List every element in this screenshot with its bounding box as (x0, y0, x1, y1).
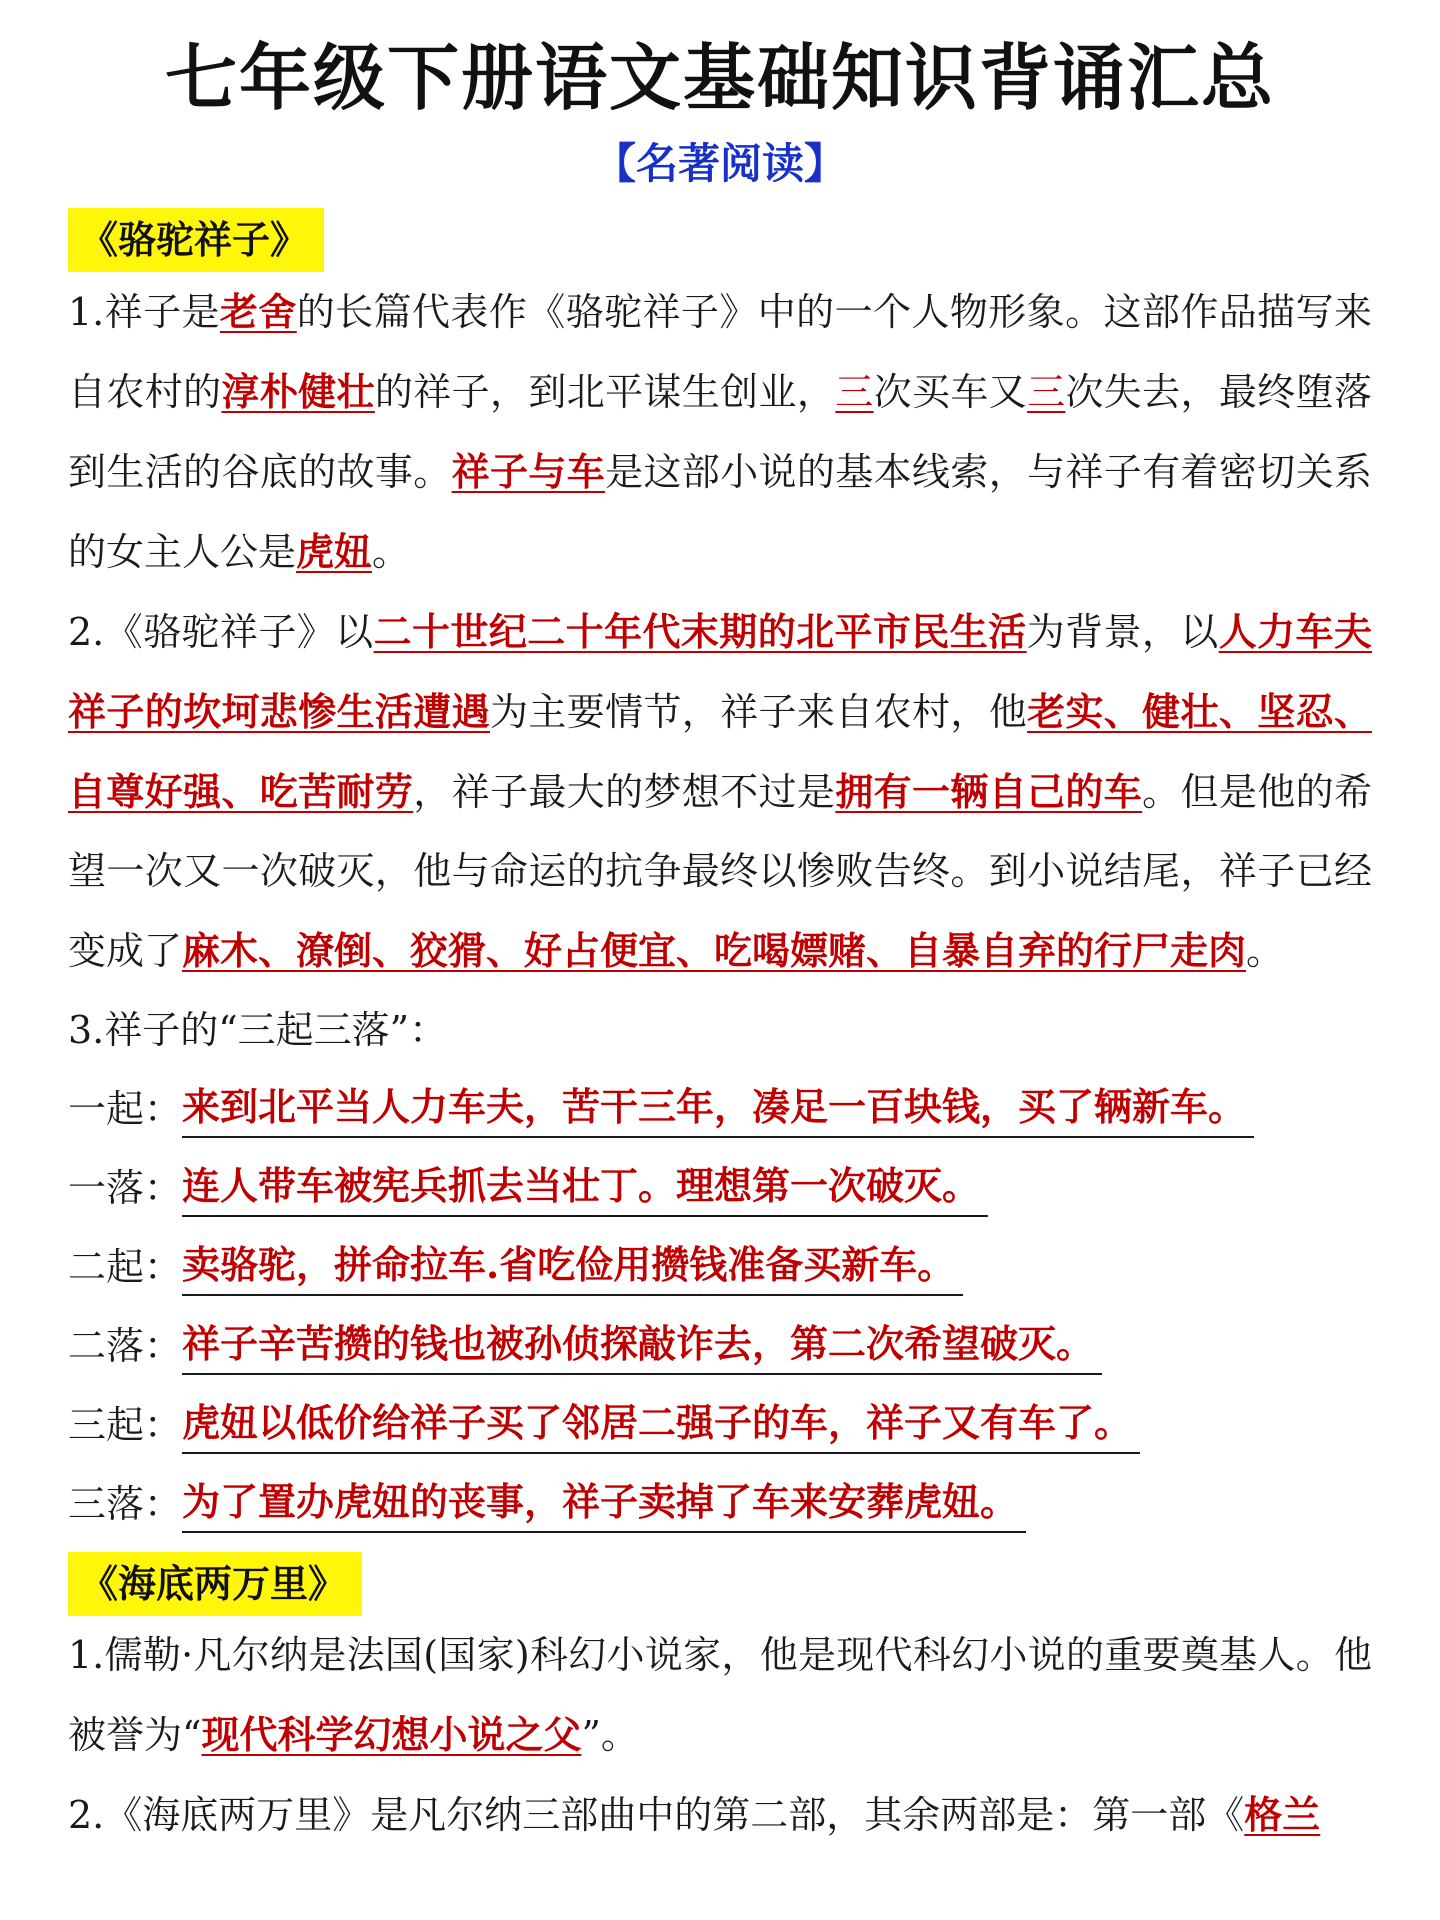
text: 2.《骆驼祥子》以 (68, 610, 374, 654)
section-subtitle: 【名著阅读】 (593, 139, 846, 188)
key-term: 现代科学幻想小说之父 (201, 1712, 582, 1757)
text: 1.祥子是 (68, 290, 220, 334)
key-term: 祥子与车 (451, 449, 606, 494)
text: ，祥子最大的梦想不过是 (413, 770, 836, 814)
paragraph-1 (68, 272, 1372, 592)
text: 。 (1246, 929, 1285, 973)
paragraph-2 (68, 592, 1372, 991)
text: 2.《海底两万里》是凡尔纳三部曲中的第二部，其余两部是：第一部《 (68, 1793, 1245, 1837)
stage-item (68, 1386, 1372, 1465)
key-term: 三 (1027, 370, 1066, 414)
key-term: 三 (835, 370, 874, 414)
book-title-tag: 《海底两万里》 (68, 1552, 362, 1616)
stage-text: 祥子辛苦攒的钱也被孙侦探敲诈去，第二次希望破灭。 (182, 1313, 1102, 1375)
text: 。但是他的希望一次又一次破灭，他与命运的抗争最终以惨败告终。到小说结尾，祥子已经变成了 (68, 770, 1372, 973)
stage-list (68, 1070, 1372, 1544)
stage-item (68, 1149, 1372, 1228)
text: ”。 (581, 1713, 639, 1757)
key-term: 麻木、潦倒、狡猾、好占便宜、吃喝嫖赌、自暴自弃的行尸走肉 (182, 928, 1247, 973)
text: 次失去，最终堕落到生活的谷底的故事。 (68, 370, 1372, 494)
text: 的祥子，到北平谋生创业， (374, 370, 836, 414)
stage-item (68, 1228, 1372, 1307)
stage-text: 卖骆驼，拼命拉车.省吃俭用攒钱准备买新车。 (182, 1234, 963, 1296)
text: 1.儒勒·凡尔纳是法国(国家)科幻小说家，他是现代科幻小说的重要奠基人。他被誉为“ (68, 1633, 1372, 1757)
text: 次买车又 (873, 370, 1028, 414)
stage-label: 二落： (68, 1324, 183, 1368)
stage-text: 为了置办虎妞的丧事，祥子卖掉了车来安葬虎妞。 (182, 1471, 1026, 1533)
paragraph-4 (68, 1616, 1372, 1775)
paragraph-5 (68, 1775, 1372, 1853)
key-term: 二十世纪二十年代末期的北平市民生活 (373, 609, 1027, 654)
stage-text: 来到北平当人力车夫，苦干三年，凑足一百块钱，买了辆新车。 (182, 1076, 1254, 1138)
paragraph-5-clip (68, 1775, 1372, 1853)
stage-item (68, 1465, 1372, 1544)
stage-label: 一起： (68, 1087, 183, 1131)
text: 为背景，以 (1026, 610, 1219, 654)
stage-item (68, 1307, 1372, 1386)
key-term: 人力车夫祥子的坎坷悲惨生活遭遇 (68, 609, 1372, 734)
stage-text: 连人带车被宪兵抓去当壮丁。理想第一次破灭。 (182, 1155, 988, 1217)
stage-label: 三起： (68, 1403, 183, 1447)
key-term: 老舍 (219, 289, 297, 334)
stage-label: 一落： (68, 1166, 183, 1210)
stage-label: 二起： (68, 1245, 183, 1289)
text: 为主要情节，祥子来自农村，他 (490, 690, 1028, 734)
book-heading-haidi (68, 1552, 1372, 1616)
stage-label: 三落： (68, 1482, 183, 1526)
key-term: 拥有一辆自己的车 (835, 769, 1143, 814)
stage-item (68, 1070, 1372, 1149)
book-heading-luotuo (68, 208, 1372, 272)
key-term: 淳朴健壮 (221, 369, 375, 414)
key-term: 虎妞 (296, 529, 373, 574)
stage-text: 虎妞以低价给祥子买了邻居二强子的车，祥子又有车了。 (182, 1392, 1140, 1454)
page-title: 七年级下册语文基础知识背诵汇总 (164, 36, 1275, 120)
text: 的长篇代表作《骆驼祥子》中的一个人物形象。这部作品描写来自农村的 (68, 290, 1372, 414)
key-term: 格兰 (1244, 1792, 1321, 1837)
key-term: 老实、健壮、坚忍、自尊好强、吃苦耐劳 (68, 689, 1372, 814)
paragraph-3-title: 3.祥子的“三起三落”： (68, 1008, 448, 1052)
text: 是这部小说的基本线索，与祥子有着密切关系的女主人公是 (68, 450, 1372, 574)
book-title-tag: 《骆驼祥子》 (68, 208, 324, 272)
text: 。 (372, 530, 411, 574)
